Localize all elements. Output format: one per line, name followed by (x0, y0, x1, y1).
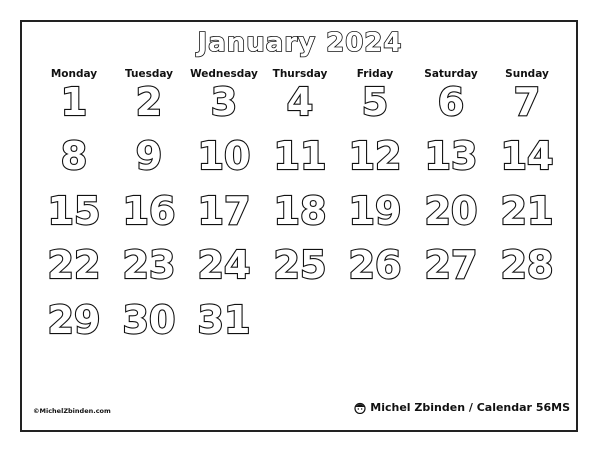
weekday-monday: Monday (50, 68, 98, 80)
day-cell: 26 (348, 243, 402, 287)
day-cell: 4 (286, 80, 314, 124)
weekday-wednesday: Wednesday (190, 68, 258, 80)
weekday-sunday: Sunday (505, 68, 549, 80)
day-cell: 8 (60, 134, 88, 178)
day-cell: 3 (210, 80, 238, 124)
day-cell: 6 (437, 80, 465, 124)
day-cell: 14 (500, 134, 554, 178)
day-cell: 27 (424, 243, 478, 287)
day-cell: 15 (47, 189, 101, 233)
day-cell: 5 (361, 80, 389, 124)
day-cell: 29 (47, 298, 101, 342)
day-cell: 22 (47, 243, 101, 287)
day-cell: 2 (135, 80, 163, 124)
day-cell: 7 (513, 80, 541, 124)
day-cell: 18 (273, 189, 327, 233)
day-cell: 31 (197, 298, 251, 342)
day-cell: 12 (348, 134, 402, 178)
day-cell: 16 (122, 189, 176, 233)
credit-text: Michel Zbinden / Calendar 56MS (370, 401, 570, 414)
day-cell: 24 (197, 243, 251, 287)
day-cell: 9 (135, 134, 163, 178)
calendar-title: January 2024 (197, 28, 403, 58)
face-icon (354, 402, 366, 414)
day-cell: 23 (122, 243, 176, 287)
day-cell: 28 (500, 243, 554, 287)
weekday-tuesday: Tuesday (125, 68, 173, 80)
weekday-saturday: Saturday (424, 68, 478, 80)
day-cell: 13 (424, 134, 478, 178)
weekday-thursday: Thursday (272, 68, 328, 80)
day-cell: 11 (273, 134, 327, 178)
day-cell: 30 (122, 298, 176, 342)
website-link[interactable]: ©MichelZbinden.com (33, 407, 111, 415)
day-cell: 17 (197, 189, 251, 233)
day-cell: 10 (197, 134, 251, 178)
day-cell: 25 (273, 243, 327, 287)
credit-line (354, 401, 570, 414)
day-cell: 1 (60, 80, 88, 124)
day-cell: 21 (500, 189, 554, 233)
day-cell: 19 (348, 189, 402, 233)
weekday-friday: Friday (356, 68, 394, 80)
day-cell: 20 (424, 189, 478, 233)
